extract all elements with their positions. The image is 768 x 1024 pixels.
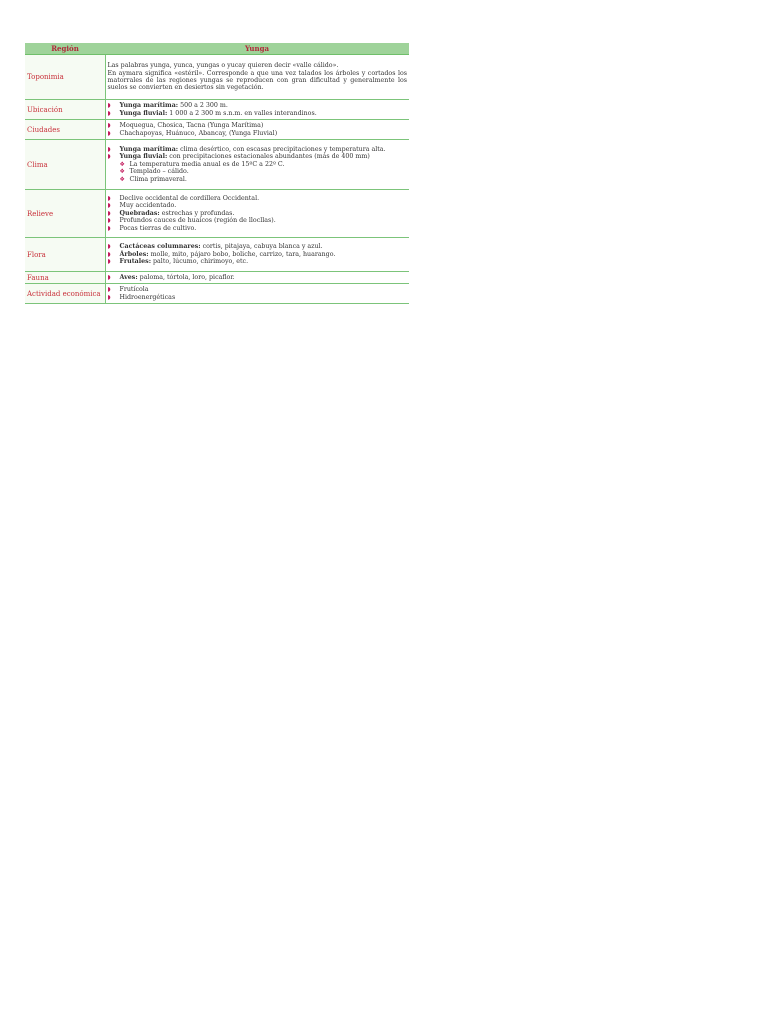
red-bullet-icon: ◗ — [107, 286, 111, 294]
red-bullet-icon: ◗ — [107, 145, 111, 153]
row-clima — [25, 140, 409, 190]
row-label-clima: Clima — [25, 140, 105, 190]
row-fauna — [25, 272, 409, 284]
row-relieve — [25, 190, 409, 238]
row-content-actividad-economica — [105, 284, 409, 304]
sub-list-item — [108, 161, 408, 168]
red-bullet-icon: ◗ — [107, 258, 111, 266]
list-item — [108, 110, 408, 117]
sub-list-item — [108, 176, 408, 183]
row-ciudades — [25, 120, 409, 140]
item-text: 500 a 2 300 m. — [178, 102, 228, 110]
list-item — [108, 286, 408, 293]
term: Yunga fluvial: — [119, 153, 168, 161]
row-label-relieve: Relieve — [25, 190, 105, 238]
term: Yunga fluvial: — [119, 109, 168, 117]
list-item — [108, 294, 408, 301]
item-text: Hidroenergéticas — [119, 293, 176, 301]
row-content-flora — [105, 238, 409, 272]
list-item — [108, 243, 408, 250]
list-item — [108, 274, 408, 281]
red-bullet-icon: ◗ — [107, 243, 111, 251]
row-content-fauna — [105, 272, 409, 284]
term: Yunga marítima: — [119, 145, 179, 153]
item-text: Declive occidental de cordillera Occidental. — [119, 194, 260, 202]
region-table — [25, 43, 409, 304]
red-diamond-bullet-icon: ❖ — [119, 175, 125, 183]
item-text: molle, mito, pájaro bobo, boliche, carrizo, tara, huarango. — [148, 250, 336, 258]
item-text: clima desértico, con escasas precipitaciones y temperatura alta. — [178, 145, 386, 153]
red-bullet-icon: ◗ — [107, 129, 111, 137]
item-text: Muy accidentado. — [119, 202, 177, 210]
item-text: con precipitaciones estacionales abundantes (más de 400 mm) — [167, 153, 370, 161]
item-text: paloma, tórtola, loro, picaflor. — [137, 273, 235, 281]
row-ubicacion — [25, 100, 409, 120]
item-text: Frutícola — [119, 286, 149, 294]
red-diamond-bullet-icon: ❖ — [119, 160, 125, 168]
row-actividad-economica — [25, 284, 409, 304]
row-flora — [25, 238, 409, 272]
item-text: Moquegua, Chosica, Tacna (Yunga Marítima) — [119, 122, 264, 130]
term: Quebradas: — [119, 209, 160, 217]
row-label-ciudades: Ciudades — [25, 120, 105, 140]
item-text: estrechas y profundas. — [159, 209, 235, 217]
item-text: Pocas tierras de cultivo. — [119, 224, 197, 232]
term: Cactáceas columnares: — [119, 243, 201, 251]
red-bullet-icon: ◗ — [107, 109, 111, 117]
term: Frutales: — [119, 258, 152, 266]
header-region: Región — [25, 43, 105, 55]
row-content-ubicacion — [105, 100, 409, 120]
red-bullet-icon: ◗ — [107, 122, 111, 130]
item-text: cortis, pitajaya, cabuya blanca y azul. — [200, 243, 323, 251]
red-bullet-icon: ◗ — [107, 293, 111, 301]
term: Aves: — [119, 273, 138, 281]
list-item — [108, 195, 408, 202]
red-bullet-icon: ◗ — [107, 250, 111, 258]
red-bullet-icon: ◗ — [107, 102, 111, 110]
item-text: palto, lúcumo, chirimoyo, etc. — [151, 258, 249, 266]
row-content-ciudades — [105, 120, 409, 140]
list-item — [108, 251, 408, 258]
red-bullet-icon: ◗ — [107, 224, 111, 232]
list-item — [108, 202, 408, 209]
list-item — [108, 153, 408, 160]
header-yunga: Yunga — [105, 43, 409, 55]
item-text: Templado – cálido. — [129, 168, 189, 176]
term: Árboles: — [119, 250, 149, 258]
row-label-ubicacion: Ubicación — [25, 100, 105, 120]
item-text: 1 000 a 2 300 m s.n.m. en valles interandinos. — [167, 109, 317, 117]
row-label-toponimia: Toponimia — [25, 55, 105, 100]
list-item — [108, 146, 408, 153]
sub-list-item — [108, 168, 408, 175]
item-text: Chachapoyas, Huánuco, Abancay, (Yunga Fluvial) — [119, 129, 278, 137]
item-text: La temperatura media anual es de 15ºC a 22º C. — [129, 160, 285, 168]
row-content-clima — [105, 140, 409, 190]
list-item — [108, 258, 408, 265]
toponimia-paragraph-1: Las palabras yunga, yunca, yungas o yucay quieren decir «valle cálido». — [107, 62, 339, 70]
list-item — [108, 122, 408, 129]
list-item — [108, 130, 408, 137]
list-item — [108, 225, 408, 232]
row-toponimia — [25, 55, 409, 100]
row-label-fauna: Fauna — [25, 272, 105, 284]
toponimia-paragraph-2: En aymara significa «estéril». Corresponde a que una vez talados los árboles y cortados los matorrales de las regiones yungas se reproducen con gran dificultad y generalmente los suelos se convierten en desiertos sin vegetación. — [107, 69, 407, 92]
red-diamond-bullet-icon: ❖ — [119, 168, 125, 176]
row-content-toponimia — [105, 55, 409, 100]
header-row — [25, 43, 409, 55]
row-content-relieve — [105, 190, 409, 238]
red-bullet-icon: ◗ — [107, 273, 111, 281]
list-item — [108, 102, 408, 109]
list-item — [108, 217, 408, 224]
red-bullet-icon: ◗ — [107, 202, 111, 210]
row-label-flora: Flora — [25, 238, 105, 272]
red-bullet-icon: ◗ — [107, 209, 111, 217]
red-bullet-icon: ◗ — [107, 217, 111, 225]
red-bullet-icon: ◗ — [107, 194, 111, 202]
list-item — [108, 210, 408, 217]
row-label-actividad-economica: Actividad económica — [25, 284, 105, 304]
red-bullet-icon: ◗ — [107, 153, 111, 161]
item-text: Clima primaveral. — [129, 175, 187, 183]
item-text: Profundos cauces de huaicos (región de llocllas). — [119, 217, 276, 225]
term: Yunga marítima: — [119, 102, 179, 110]
